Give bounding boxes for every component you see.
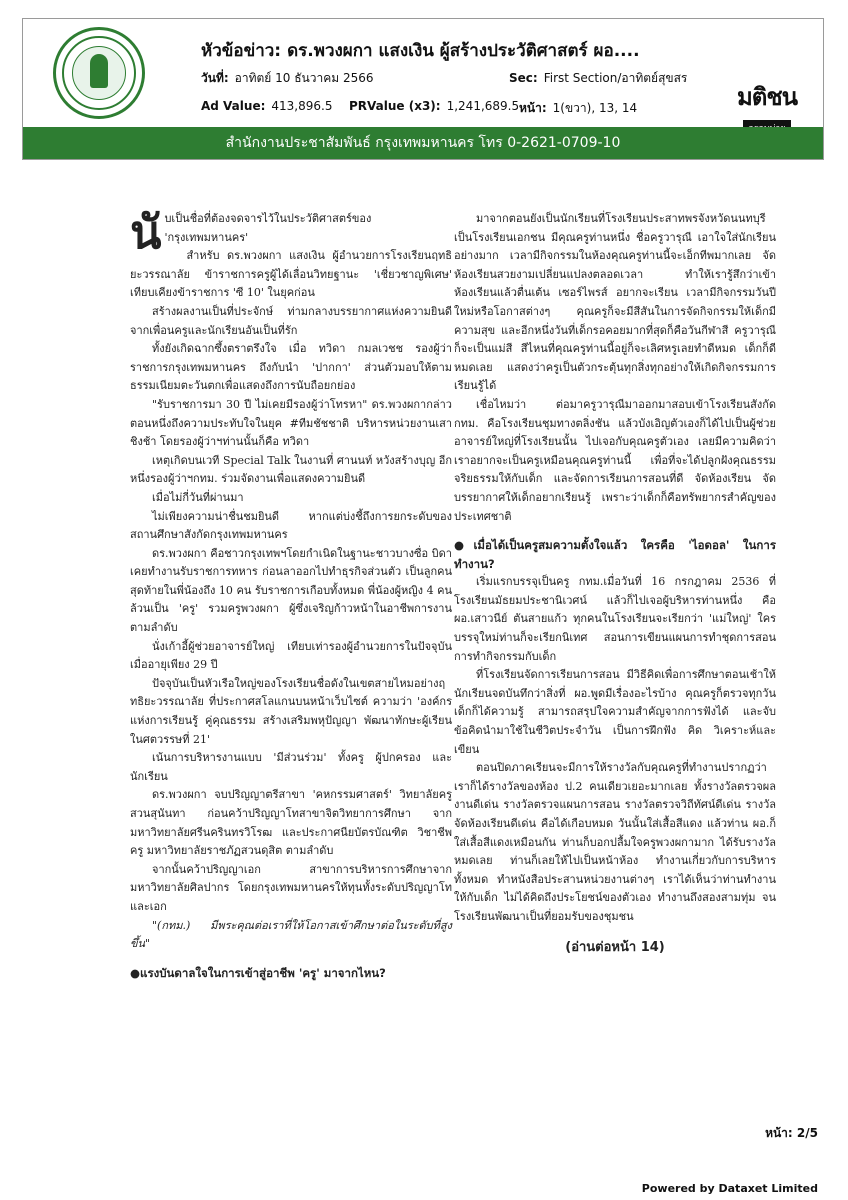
continued-note: (อ่านต่อหน้า 14) [565, 939, 665, 955]
bma-seal-logo [53, 27, 145, 119]
article-column-right [454, 210, 776, 957]
paragraph: ไม่เพียงความน่าชื่นชมยินดี หากแต่บ่งชี้ถึงการยกระดับของสถานศึกษาสังกัดกรุงเทพมหานคร [130, 509, 452, 542]
paragraph: เหตุเกิดบนเวที Special Talk ในงานที่ ศานนท์ หวังสร้างบุญ อีกหนึ่งรองผู้ว่าฯกทม. ร่วมจัดงานเพื่อแสดงความยินดี [130, 453, 452, 486]
office-banner: สำนักงานประชาสัมพันธ์ กรุงเทพมหานคร โทร 0-2621-0709-10 [23, 127, 823, 159]
pr-value-row: PRValue (x3): 1,241,689.5 [349, 99, 520, 113]
paragraph: ดร.พวงผกา จบปริญญาตรีสาขา 'คหกรรมศาสตร์' วิทยาลัยครูสวนสุนันทา ก่อนคว้าปริญญาโทสาขาจิตวิทยาการศึกษา จากมหาวิทยาลัยศรีนครินทรวิโรฒ และประกาศนียบัตรบัณฑิต วิชาชีพครู มหาวิทยาลัยราชภัฏสวนดุสิต ตามลำดับ [130, 788, 452, 858]
paragraph: "รับราชการมา 30 ปี ไม่เคยมีรองผู้ว่าโทรหา" ดร.พวงผกากล่าวตอนหนึ่งถึงความประทับใจในยุค #ทีมชัชชาติ บริหารหน่วยงานเสาชิงช้า โดยรองผู้ว่าฯท่านนั้นก็คือ ทวิดา [130, 397, 452, 449]
page-row: หน้า: 1(ขวา), 13, 14 [519, 101, 638, 115]
date-row: วันที่: อาทิตย์ 10 ธันวาคม 2566 [201, 71, 374, 85]
paragraph: มาจากตอนยังเป็นนักเรียนที่โรงเรียนประสาทพรจังหวัดนนทบุรี เป็นโรงเรียนเอกชน มีคุณครูท่านหนึ่ง ชื่อครูวารุณี เอาใจใส่นักเรียนอย่างมาก เวลามีกิจกรรมในห้องคุณครูท่านนี้จะเอ็กทีพมากเลย จัดห้องเรียนสวยงามเปลี่ยนแปลงตลอดเวลา ทำให้เรารู้สึกว่าเข้าห้องเรียนแล้วตื่นเต้น เซอร์ไพรส์ อยากจะเรียน เวลามีกิจกรรมวันปีใหม่หรือโอกาสต่างๆ คุณครูก็จะมีสีสันในการจัดกิจกรรมให้เด็กมีความสุข และอีกหนึ่งวันที่เด็กรอคอยมากที่สุดก็คือวันกีฬาสี ครูวารุณีก็จะเป็นแม่สี สีไหนที่คุณครูท่านนี้อยู่ก็จะเลิศหรูเลยทำดีหมด เด็กก็ดีหมดเลย แสดงว่าครูเป็นตัวกระตุ้นทุกสิ่งทุกอย่างให้เกิดกิจกรรมการเรียนรู้ได้ [454, 212, 776, 393]
section-row: Sec: First Section/อาทิตย์สุขสร [509, 71, 688, 85]
paragraph: เมื่อไม่กี่วันที่ผ่านมา [152, 490, 244, 504]
ad-value-row: Ad Value: 413,896.5 [201, 99, 333, 113]
paragraph: นั่งเก้าอี้ผู้ช่วยอาจารย์ใหญ่ เทียบเท่ารองผู้อำนวยการในปัจจุบัน เมื่ออายุเพียง 29 ปี [130, 639, 452, 672]
paragraph: ดร.พวงผกา คือชาวกรุงเทพฯโดยกำเนิดในฐานะชาวบางซื่อ บิดาเคยทำงานรับราชการทหาร ก่อนลาออกไปทำธุรกิจส่วนตัว เป็นลูกคนสุดท้ายในพี่น้องถึง 10 คน รับราชการเกือบทั้งหมด พี่น้องผู้หญิง 4 คน ล้วนเป็น 'ครู' รวมครูพวงผกา ผู้ซึ่งเจริญก้าวหน้าในอาชีพการงานตามลำดับ [130, 546, 452, 635]
quote: "(กทม.) มีพระคุณต่อเราที่ให้โอกาสเข้าศึกษาต่อในระดับที่สูงขึ้น" [130, 918, 452, 951]
paragraph: ทั้งยังเกิดฉากซึ้งตราตรึงใจ เมื่อ ทวิดา กมลเวชช รองผู้ว่าราชการกรุงเทพมหานคร ถึงกับนำ 'ปากกา' ส่วนตัวมอบให้ตามธรรมเนียมตะวันตกเพื่อแสดงถึงการนับถือยกย่อง [130, 342, 452, 393]
paragraph: ปัจจุบันเป็นหัวเรือใหญ่ของโรงเรียนชื่อดังในเขตสายไหมอย่างฤทธิยะวรรณาลัย ที่ประกาศสโลแกนบนหน้าเว็บไซต์ ความว่า 'องค์กรแห่งการเรียนรู้ คู่คุณธรรม สร้างเสริมพหุปัญญา พัฒนาทักษะผู้เรียนในศตวรรษที่ 21' [130, 676, 452, 746]
article-column-left [130, 205, 452, 982]
paragraph: สร้างผลงานเป็นที่ประจักษ์ ท่ามกลางบรรยากาศแห่งความยินดีจากเพื่อนครูและนักเรียนอันเป็นที่รัก [130, 304, 452, 337]
paragraph: สำหรับ ดร.พวงผกา แสงเงิน ผู้อำนวยการโรงเรียนฤทธิยะวรรณาลัย ข้าราชการครูผู้ได้เลื่อนวิทยฐานะ 'เชี่ยวชาญพิเศษ' เทียบเคียงข้าราชการ 'ซี 10' ในยุคก่อน [130, 249, 452, 300]
headline: หัวข้อข่าว: ดร.พวงผกา แสงเงิน ผู้สร้างประวัติศาสตร์ ผอ.... [201, 41, 640, 61]
drop-cap: นั [130, 205, 162, 259]
paragraph: จากนั้นคว้าปริญญาเอก สาขาการบริหารการศึกษาจากมหาวิทยาลัยศิลปากร โดยกรุงเทพมหานครให้ทุนทั้งระดับปริญญาโทและเอก [130, 862, 452, 913]
paragraph: ที่โรงเรียนจัดการเรียนการสอน มีวิธีคิดเพื่อการศึกษาตอนเช้าให้นักเรียนจดบันทึกว่าสิ่งที่ ผอ.พูดมีเรื่องอะไรบ้าง คุณครูก็ตรวจทุกวัน เด็กก็ได้ความรู้ สามารถสรุปใจความสำคัญจากการฟังได้ และจับข้อคิดนำมาใช้ในชีวิตประจำวัน เป็นการฝึกฟัง คิด วิเคราะห์และเขียน [454, 668, 776, 756]
paragraph: เชื่อไหมว่า ต่อมาครูวารุณีมาออกมาสอบเข้าโรงเรียนสังกัด กทม. คือโรงเรียนชุมทางตลิ่งชัน แล้วบังเอิญตัวเองก็ได้ไปเป็นผู้ช่วยอาจารย์ใหญ่ที่โรงเรียนนั้น ไปเจอกับคุณครูตัวเอง เลยมีความคิดว่าเราอยากจะเป็นครูเหมือนคุณครูท่านนี้ เพื่อที่จะได้ปลูกฝังคุณธรรมจริยธรรมให้กับเด็ก และจัดการเรียนการสอนที่ดี จัดห้องเรียน จัดบรรยากาศให้เด็กอยากเรียนรู้ เพราะว่าเด็กก็คือทรัพยากรสำคัญของประเทศชาติ [454, 397, 776, 523]
clipping-header [22, 18, 824, 160]
interview-question: ●เมื่อได้เป็นครูสมความตั้งใจแล้ว ใครคือ 'ไอดอล' ในการทำงาน? [454, 538, 776, 571]
page-number: หน้า: 2/5 [765, 1126, 818, 1140]
matichon-logo: มติชน [729, 77, 805, 136]
interview-question: ●แรงบันดาลใจในการเข้าสู่อาชีพ 'ครู' มาจากไหน? [130, 965, 386, 980]
powered-by: Powered by Dataxet Limited [641, 1182, 818, 1195]
paragraph: ตอนปิดภาคเรียนจะมีการให้รางวัลกับคุณครูที่ทำงานปรากฏว่าเราก็ได้รางวัลของห้อง ป.2 คนเดียวเยอะมากเลย ทั้งรางวัลตรวจผลงานดีเด่น รางวัลตรวจแผนการสอน รางวัลตรวจวิถีทัศน์ดีเด่น รางวัลจัดห้องเรียนดีเด่น คือได้เกือบหมด วันนั้นใส่เสื้อสีแดง แล้วท่าน ผอ.ก็ใส่เสื้อสีแดงเหมือนกัน ท่านก็บอกปลื้มใจครูพวงผกามาก ได้รับรางวัลหมดเลย ท่านก็เลยให้ไปเป็นหน้าห้อง ทำงานเกี่ยวกับการบริหารทั้งหมด ทำหนังสือประสานหน่วยงานต่างๆ เราได้เห็นว่าท่านทำงานให้กับเด็ก ไม่ได้คิดถึงประโยชน์ของตัวเอง ทำงานถึงสองสามทุ่ม จนโรงเรียนพัฒนาเป็นที่ยอมรับของชุมชน [454, 761, 776, 923]
paragraph: เริ่มแรกบรรจุเป็นครู กทม.เมื่อวันที่ 16 กรกฎาคม 2536 ที่โรงเรียนมัธยมประชานิเวศน์ แล้วก็ไปเจอผู้บริหารท่านหนึ่ง คือ ผอ.เสาวนีย์ ตันสายแก้ว ทุกคนในโรงเรียนจะเรียกว่า 'แม่ใหญ่' ใครบรรจุใหม่ท่านก็จะเรียกนิเทศ สอนการเขียนแผนการทำชุดการสอน การทำกิจกรรมกับเด็ก [454, 575, 776, 663]
paragraph: นับเป็นชื่อที่ต้องจดจารไว้ในประวัติศาสตร์ของ 'กรุงเทพมหานคร' [130, 205, 372, 259]
paragraph: เน้นการบริหารงานแบบ 'มีส่วนร่วม' ทั้งครู ผู้ปกครอง และนักเรียน [130, 751, 452, 783]
